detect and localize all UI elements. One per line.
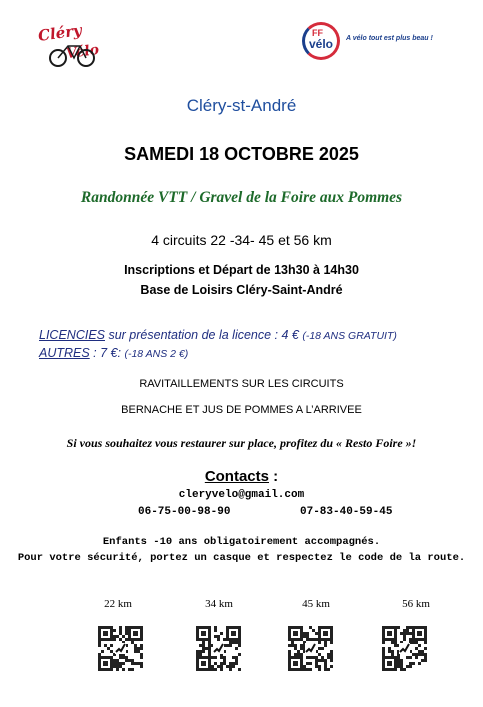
town-name: Cléry-st-André — [186, 96, 297, 115]
bike-icon — [36, 22, 106, 74]
qr-code-22[interactable] — [98, 626, 143, 671]
qr-code-56[interactable] — [382, 626, 427, 671]
clery-velo-logo — [36, 22, 106, 74]
contacts-colon: : — [269, 468, 279, 485]
qr-label-45: 45 km — [302, 598, 330, 610]
ffvelo-slogan: A vélo tout est plus beau ! — [346, 35, 433, 42]
event-date: SAMEDI 18 OCTOBRE 2025 — [124, 144, 359, 164]
pricing-autres — [39, 346, 188, 360]
children-note: Enfants -10 ans obligatoirement accompagnés. — [102, 536, 381, 548]
bernache-info: BERNACHE ET JUS DE POMMES A L’ARRIVEE — [121, 404, 362, 416]
inscription-times: Inscriptions et Départ de 13h30 à 14h30 — [124, 263, 359, 277]
contacts-heading — [0, 468, 483, 485]
qr-label-34: 34 km — [205, 598, 233, 610]
licencies-text: sur présentation de la licence : 4 € — [105, 328, 303, 342]
circuits-info: 4 circuits 22 -34- 45 et 56 km — [151, 232, 332, 248]
autres-note: (-18 ANS 2 €) — [124, 348, 189, 360]
qr-code-34[interactable] — [196, 626, 241, 671]
logo-left-line2: Vélo — [65, 41, 101, 63]
resto-info: Si vous souhaitez vous restaurer sur place, profitez du « Resto Foire »! — [66, 436, 417, 450]
qr-label-22: 22 km — [104, 598, 132, 610]
pricing-licencies — [39, 328, 397, 342]
autres-label: AUTRES — [39, 346, 90, 360]
autres-text: : 7 €: — [89, 346, 125, 360]
ravitaillement-info: RAVITAILLEMENTS SUR LES CIRCUITS — [139, 378, 344, 390]
licencies-note: (-18 ANS GRATUIT) — [302, 330, 397, 342]
safety-note: Pour votre sécurité, portez un casque et respectez le code de la route. — [17, 552, 466, 564]
logo-left-line1: Cléry — [36, 21, 83, 45]
qr-code-45[interactable] — [288, 626, 333, 671]
ffvelo-ff-text: FF — [312, 28, 323, 38]
event-title: Randonnée VTT / Gravel de la Foire aux Pommes — [80, 189, 403, 206]
start-location: Base de Loisirs Cléry-Saint-André — [140, 283, 343, 297]
licencies-label: LICENCIES — [39, 328, 105, 342]
ffvelo-logo — [302, 22, 452, 60]
qr-label-56: 56 km — [402, 598, 430, 610]
contacts-title: Contacts — [204, 468, 269, 485]
contact-phone-2[interactable]: 07-83-40-59-45 — [300, 506, 393, 518]
ffvelo-velo-text: vélo — [309, 37, 334, 51]
contact-email[interactable]: cleryvelo@gmail.com — [178, 489, 305, 501]
contact-phone-1[interactable]: 06-75-00-98-90 — [138, 506, 231, 518]
